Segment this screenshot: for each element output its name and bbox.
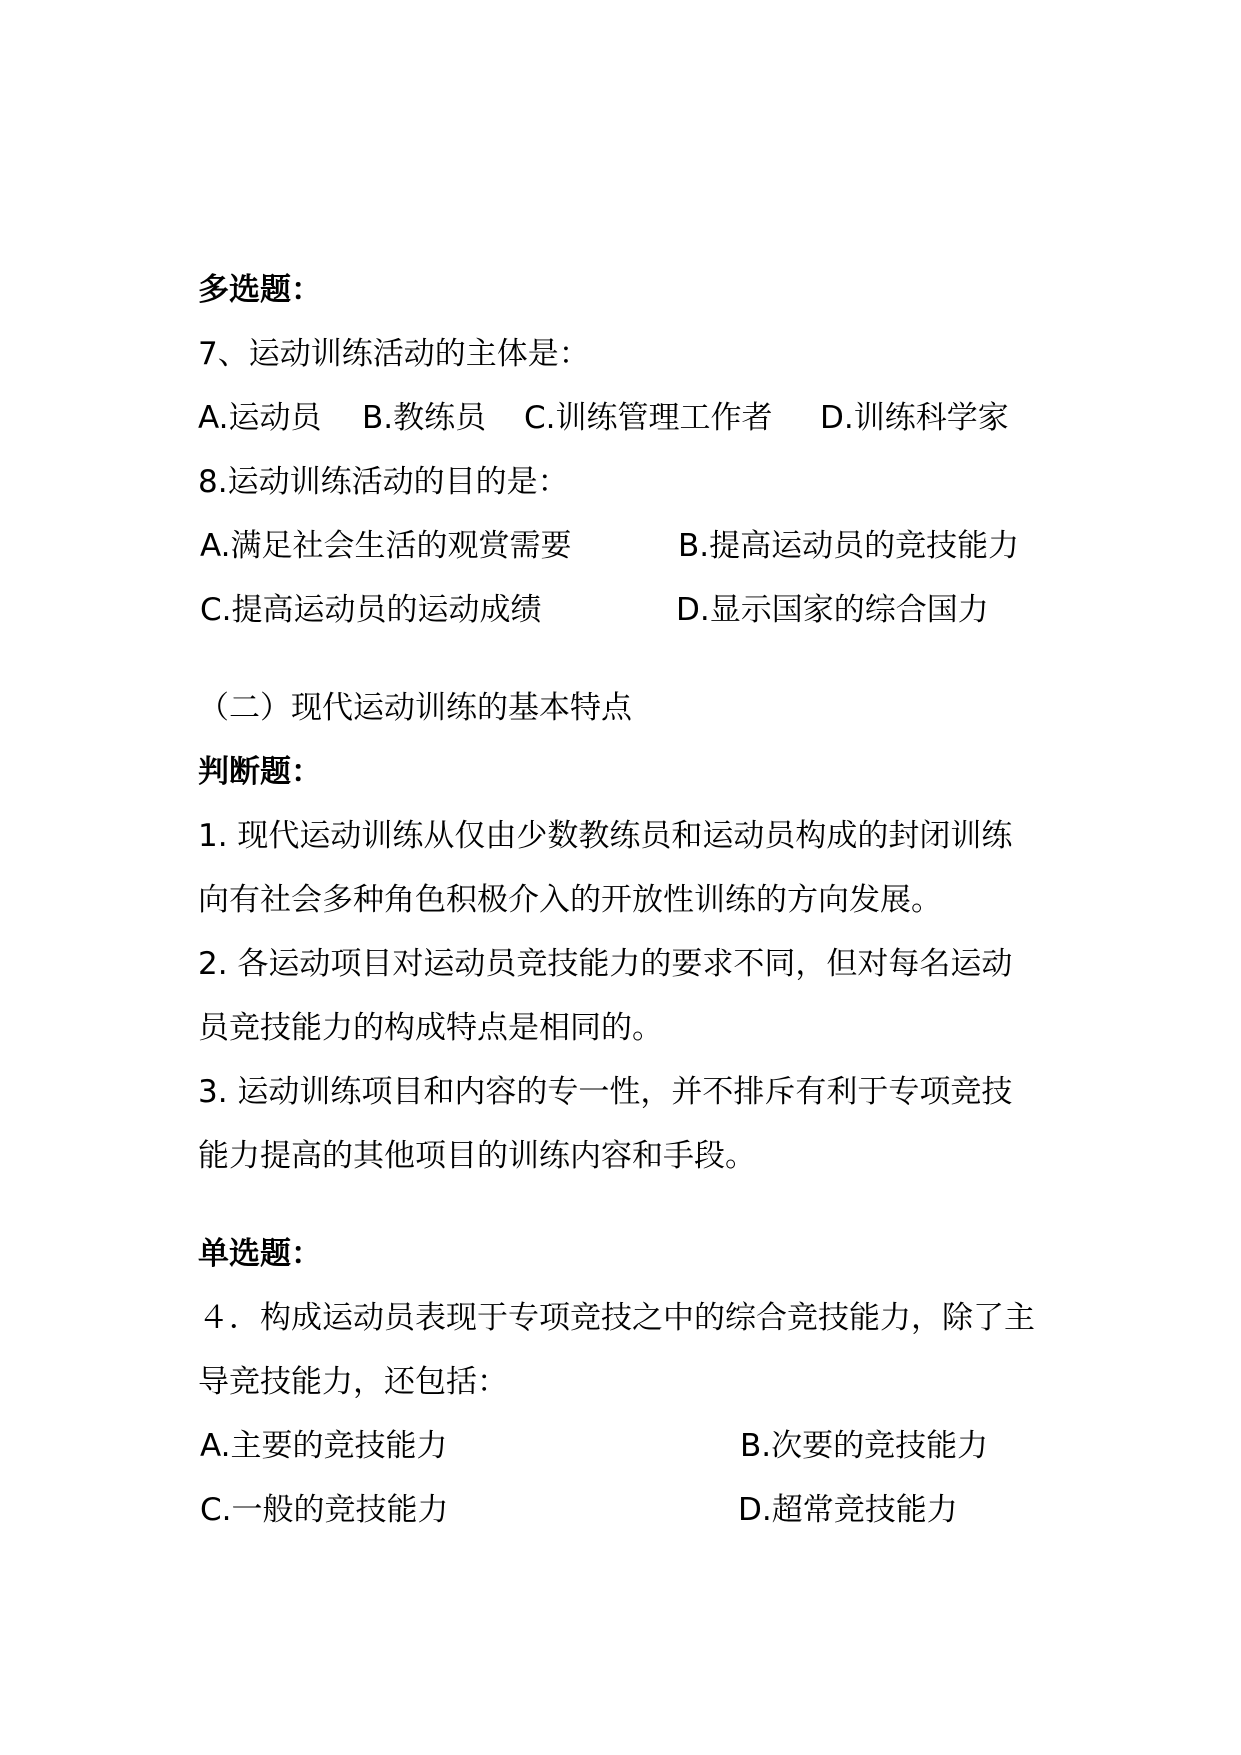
q7-option-a: A.运动员 xyxy=(198,400,322,436)
q7-option-d: D.训练科学家 xyxy=(820,400,1009,436)
judge-2-line-2: 员竞技能力的构成特点是相同的。 xyxy=(198,1010,663,1046)
q7-option-b: B.教练员 xyxy=(362,400,487,436)
q7-option-c: C.训练管理工作者 xyxy=(524,400,773,436)
question-4-line-2: 导竞技能力，还包括： xyxy=(198,1364,508,1400)
question-7: 7、运动训练活动的主体是： xyxy=(198,336,590,372)
multi-choice-heading: 多选题： xyxy=(198,272,322,308)
q4-option-d: D.超常竞技能力 xyxy=(738,1492,958,1528)
question-4-line-1: ４．构成运动员表现于专项竞技之中的综合竞技能力，除了主 xyxy=(198,1300,1035,1336)
judge-heading: 判断题： xyxy=(198,754,322,790)
single-choice-heading: 单选题： xyxy=(198,1236,322,1272)
q4-option-b: B.次要的竞技能力 xyxy=(740,1428,989,1464)
q8-option-b: B.提高运动员的竞技能力 xyxy=(678,528,1020,564)
judge-1-line-2: 向有社会多种角色积极介入的开放性训练的方向发展。 xyxy=(198,882,942,918)
q4-option-c: C.一般的竞技能力 xyxy=(200,1492,449,1528)
q8-option-c: C.提高运动员的运动成绩 xyxy=(200,592,542,628)
q8-option-a: A.满足社会生活的观赏需要 xyxy=(200,528,572,564)
judge-2-line-1: 2. 各运动项目对运动员竞技能力的要求不同，但对每名运动 xyxy=(198,946,1013,982)
judge-3-line-1: 3. 运动训练项目和内容的专一性，并不排斥有利于专项竞技 xyxy=(198,1074,1013,1110)
question-8: 8.运动训练活动的目的是： xyxy=(198,464,569,500)
q8-option-d: D.显示国家的综合国力 xyxy=(676,592,989,628)
judge-1-line-1: 1. 现代运动训练从仅由少数教练员和运动员构成的封闭训练 xyxy=(198,818,1013,854)
judge-3-line-2: 能力提高的其他项目的训练内容和手段。 xyxy=(198,1138,756,1174)
q4-option-a: A.主要的竞技能力 xyxy=(200,1428,448,1464)
section-title: （二）现代运动训练的基本特点 xyxy=(198,690,632,726)
